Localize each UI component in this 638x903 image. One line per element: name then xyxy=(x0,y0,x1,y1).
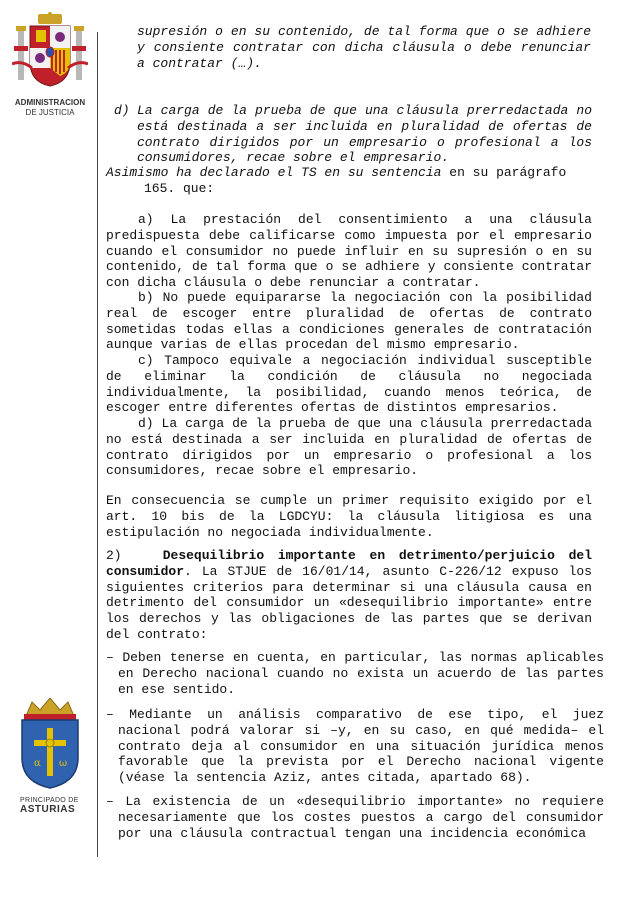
paragraph-a: a) La prestación del consentimiento a una cláusula predispuesta debe calificarse como impuesta por el empresario cuando el consumidor no puede influir en su supresión o en su contenido, de tal forma que o se adhiere y consiente contratar con dicha cláusula o debe renunciar a contratar. xyxy=(106,212,592,291)
logo-caption-line2: ASTURIAS xyxy=(20,804,76,815)
bullet-item: – Mediante un análisis comparativo de ese tipo, el juez nacional podrá valorar si –y, en su caso, en qué medida– el contrato deja al consumidor en una situación jurídica menos favorable que la prevista por el Derecho nacional vigente (véase la sentencia Aziz, antes citada, apartado 68). xyxy=(106,707,604,786)
ts-intro-italic: Asimismo ha declarado el TS en su sentencia xyxy=(106,165,442,180)
paragraph-b: b) No puede equipararse la negociación con la posibilidad real de escoger entre pluralidad de ofertas de contrato sometidas todas ellas a condiciones generales de contratación aunque varias de ellas procedan del mismo empresario. xyxy=(106,290,592,353)
ts-intro-rest: en su parágrafo xyxy=(441,165,567,180)
quote-continuation: supresión o en su contenido, de tal forma que o se adhiere y consiente contratar con dicha cláusula o debe renunciar a contratar (…). xyxy=(137,24,591,71)
quote-item-d-text: La carga de la prueba de que una cláusula prerredactada no está destinada a ser incluida en pluralidad de ofertas de contrato dirigidos por un empresario o profesional a los consumidores, recae sobre el empresario. xyxy=(137,103,592,166)
logo-caption-line2: DE JUSTICIA xyxy=(25,108,75,117)
conclusion-paragraph: En consecuencia se cumple un primer requisito exigido por el art. 10 bis de la LGDCYU: la cláusula litigiosa es una estipulación no negociada individualmente. xyxy=(106,493,592,540)
bullet-item: – Deben tenerse en cuenta, en particular, las normas aplicables en Derecho nacional cuando no exista un acuerdo de las partes en ese sentido. xyxy=(106,650,604,697)
logo-caption-line1: ADMINISTRACION xyxy=(14,98,86,107)
principado-asturias-logo xyxy=(12,698,88,820)
administracion-justicia-logo xyxy=(12,12,88,117)
section-2-text: . La STJUE de 16/01/14, asunto C-226/12 expuso los siguientes criterios para determinar si una cláusula causa en detrimento del consumidor un «desequilibrio importante» entre los derechos y las obligaciones de las partes que se derivan del contrato: xyxy=(106,563,592,642)
section-2-heading: Desequilibrio importante en detrimento/perjuicio del consumidor xyxy=(106,548,592,579)
ts-intro-line2: 165. que: xyxy=(144,181,215,196)
paragraph-c: c) Tampoco equivale a negociación individual susceptible de eliminar la condición de cláusula no negociada individualmente, la posibilidad, cuando menos teórica, de escoger entre diferentes ofertas de distintos empresarios. xyxy=(106,353,592,416)
section-2-paragraph xyxy=(106,548,592,643)
bullet-item: – La existencia de un «desequilibrio importante» no requiere necesariamente que los costes puestos a cargo del consumidor por una cláusula contractual tengan una incidencia económica xyxy=(106,794,604,841)
section-2-number: 2) xyxy=(106,548,122,563)
asturias-coat-of-arms-icon xyxy=(12,698,88,790)
margin-divider xyxy=(97,32,98,857)
quote-item-d xyxy=(114,103,592,166)
svg-text:ω: ω xyxy=(59,758,68,769)
logo-caption-line1: PRINCIPADO DE xyxy=(20,797,79,804)
quote-item-d-marker: d) xyxy=(114,103,130,118)
spain-coat-of-arms-icon xyxy=(12,12,88,92)
ts-intro xyxy=(106,165,592,181)
paragraph-d: d) La carga de la prueba de que una cláusula prerredactada no está destinada a ser incluida en pluralidad de ofertas de contrato dirigidos por un empresario o profesional a los consumidores, recae sobre el empresario. xyxy=(106,416,592,479)
svg-text:α: α xyxy=(34,758,41,769)
